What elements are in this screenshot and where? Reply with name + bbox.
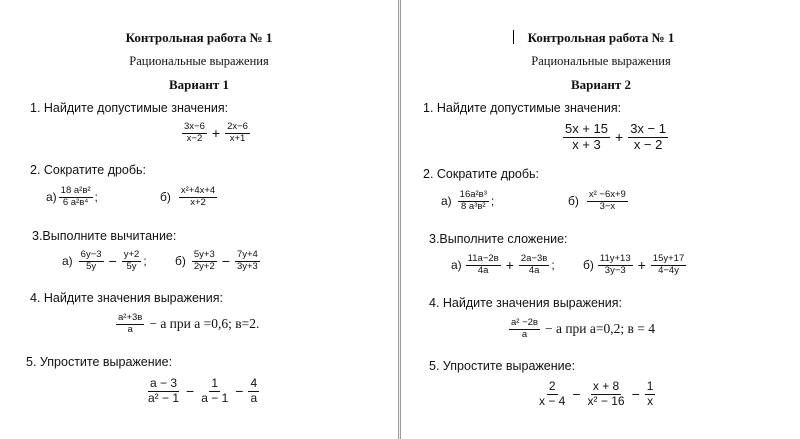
fraction: $\frac{6y-3}{5y}$ (80, 249, 102, 272)
test-subtitle: Рациональные выражения (531, 54, 671, 68)
task-1-expression: $\frac{5x + 15}{x + 3}$ + $\frac{3x - 1}{x - 2}$ (565, 121, 666, 152)
task-3: 3.Выполните сложение: (429, 232, 568, 246)
fraction: $\frac{1}{a - 1}$ (201, 376, 229, 405)
task-3b-expression: б) $\frac{11y+13}{3y-3}$ + $\frac{15y+17}{4-4y}$ (583, 253, 685, 276)
fraction: $\frac{y+2}{5y}$ (123, 249, 140, 272)
fraction: $\frac{3x-6}{x-2}$ (184, 121, 205, 144)
task-1: 1. Найдите допустимые значения: (423, 101, 622, 115)
fraction: $\frac{11y+13}{3y-3}$ (599, 253, 631, 276)
task-4: 4. Найдите значения выражения: (429, 296, 623, 310)
fraction: $\frac{\text{a²+3в}}{a}$ (118, 312, 143, 335)
task-4-expression: $\frac{\text{a² −2в}}{a}$ − а при а=0,2; в = 4 (511, 317, 655, 340)
fraction: $\frac{5y+3}{2y+2}$ (193, 249, 215, 272)
task-5-expression: $\frac{a - 3}{\text{a² − 1}}$ − $\frac{1}{a - 1}$ − $\frac{4}{a}$ (148, 376, 258, 405)
fraction: $\frac{\text{a² −2в}}{a}$ (511, 317, 538, 340)
task-2b-expression: б) $\frac{\text{x² −6x+9}}{3-x}$ (568, 189, 626, 212)
fraction: $\frac{2a-3в}{4a}$ (520, 253, 548, 276)
task-2b-expression: б) $\frac{\text{x²+4x+4}}{x+2}$ (160, 185, 216, 208)
fraction: $\frac{\text{x² −6x+9}}{3-x}$ (588, 189, 626, 212)
task-1-expression: $\frac{3x-6}{x-2}$ + $\frac{2x-6}{x+1}$ (184, 121, 248, 144)
fraction: $\frac{7y+4}{3y+3}$ (236, 249, 258, 272)
variant-heading: Вариант 1 (168, 77, 230, 92)
fraction: $\frac{\text{18 a²в²}}{\text{6 a²в⁴}}$ (60, 185, 91, 208)
task-5-expression: $\frac{2}{x - 4}$ − $\frac{x + 8}{\text{x² − 16}}$ − $\frac{1}{x}$ (539, 379, 654, 408)
fraction: $\frac{5x + 15}{x + 3}$ (565, 121, 609, 152)
fraction: $\frac{\text{16a²в³}}{\text{8 a³в²}}$ (459, 189, 487, 212)
task-3b-expression: б) $\frac{5y+3}{2y+2}$ − $\frac{7y+4}{3y+3}$ (175, 249, 258, 272)
task-3a-expression: а) $\frac{11a-2в}{4a}$ + $\frac{2a-3в}{4a}$ ; (451, 253, 555, 276)
fraction: $\frac{15y+17}{4-4y}$ (652, 253, 685, 276)
test-title: Контрольная работа № 1 (125, 30, 273, 45)
fraction: $\frac{1}{x}$ (646, 379, 654, 408)
fraction: $\frac{a - 3}{\text{a² − 1}}$ (148, 376, 180, 405)
task-2a-expression: а) $\frac{\text{18 a²в²}}{\text{6 a²в⁴}}$ ; (46, 185, 98, 208)
variant-heading: Вариант 2 (570, 77, 632, 92)
fraction: $\frac{\text{x²+4x+4}}{x+2}$ (180, 185, 216, 208)
task-4-expression: $\frac{\text{a²+3в}}{a}$ − а при а =0,6; в=2. (118, 312, 260, 335)
test-subtitle: Рациональные выражения (129, 54, 269, 68)
fraction: $\frac{x + 8}{\text{x² − 16}}$ (587, 379, 625, 408)
task-2a-expression: а) $\frac{\text{16a²в³}}{\text{8 a³в²}}$ ; (441, 189, 495, 212)
task-2: 2. Сократите дробь: (30, 163, 147, 177)
task-4: 4. Найдите значения выражения: (30, 291, 224, 305)
worksheet-variant-2 (400, 0, 800, 439)
fraction: $\frac{3x - 1}{x - 2}$ (630, 121, 666, 152)
fraction: $\frac{11a-2в}{4a}$ (467, 253, 499, 276)
fraction: $\frac{2x-6}{x+1}$ (227, 121, 248, 144)
task-5: 5. Упростите выражение: (429, 359, 576, 373)
fraction: $\frac{2}{x - 4}$ (539, 379, 566, 408)
task-5: 5. Упростите выражение: (26, 355, 173, 369)
text-cursor (513, 30, 514, 44)
task-3: 3.Выполните вычитание: (32, 229, 177, 243)
task-3a-expression: а) $\frac{6y-3}{5y}$ − $\frac{y+2}{5y}$ ; (62, 249, 147, 272)
test-title: Контрольная работа № 1 (527, 30, 675, 45)
task-1: 1. Найдите допустимые значения: (30, 101, 229, 115)
fraction: $\frac{4}{a}$ (250, 376, 258, 405)
task-2: 2. Сократите дробь: (423, 167, 540, 181)
worksheet-variant-1 (0, 0, 399, 439)
